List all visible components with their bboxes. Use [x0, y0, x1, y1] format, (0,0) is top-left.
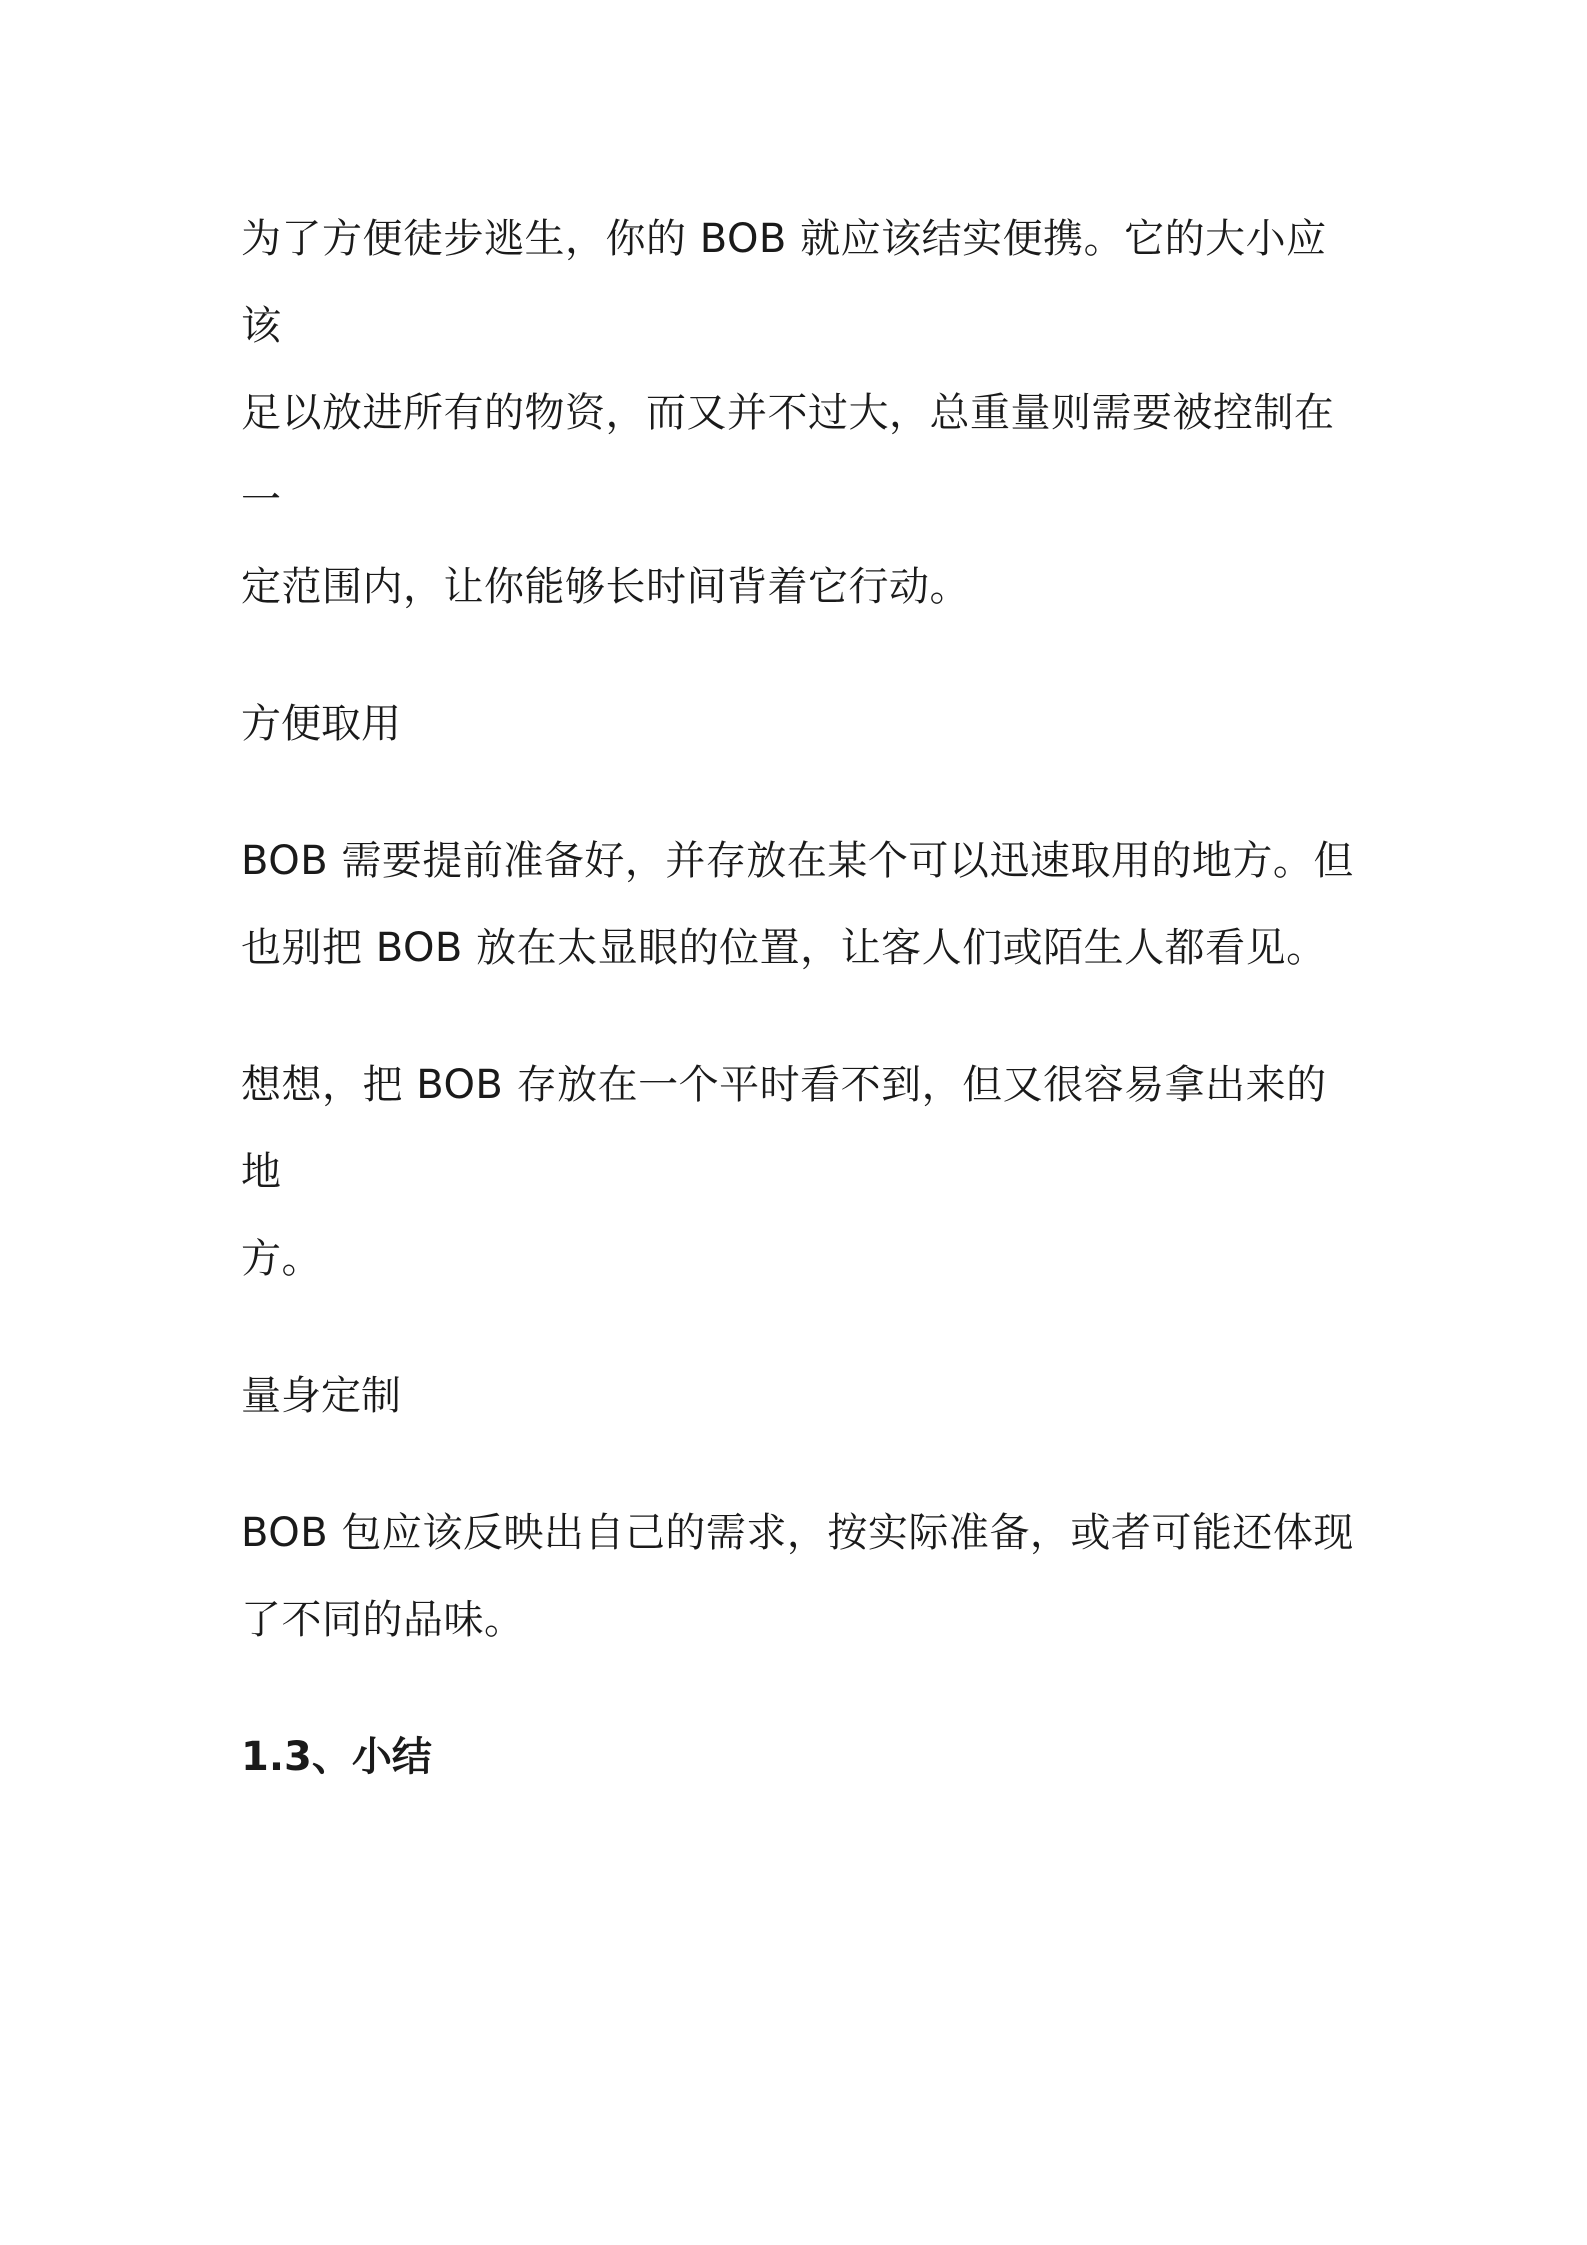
text-line: 方。	[241, 1236, 322, 1282]
text-line: 定范围内，让你能够长时间背着它行动。	[241, 564, 970, 610]
text-line: 也别把 BOB 放在太显眼的位置，让客人们或陌生人都看见。	[241, 925, 1327, 971]
text-line: BOB 需要提前准备好，并存放在某个可以迅速取用的地方。但	[241, 838, 1354, 884]
paragraph-personal-needs	[241, 1490, 1361, 1664]
text-line: 了不同的品味。	[241, 1597, 525, 1643]
section-title-summary: 1.3、小结	[241, 1734, 432, 1780]
subheading-customized: 量身定制	[241, 1373, 401, 1419]
paragraph-storage	[241, 818, 1361, 992]
text-line: BOB 包应该反映出自己的需求，按实际准备，或者可能还体现	[241, 1510, 1354, 1556]
paragraph-hidden-place	[241, 1042, 1361, 1303]
document-body	[241, 196, 1361, 1801]
subheading-easy-access: 方便取用	[241, 701, 401, 747]
text-line: 为了方便徒步逃生，你的 BOB 就应该结实便携。它的大小应该	[241, 216, 1327, 349]
text-line: 想想，把 BOB 存放在一个平时看不到，但又很容易拿出来的地	[241, 1062, 1327, 1195]
text-line: 足以放进所有的物资，而又并不过大，总重量则需要被控制在一	[241, 390, 1335, 523]
paragraph-portability	[241, 196, 1361, 631]
